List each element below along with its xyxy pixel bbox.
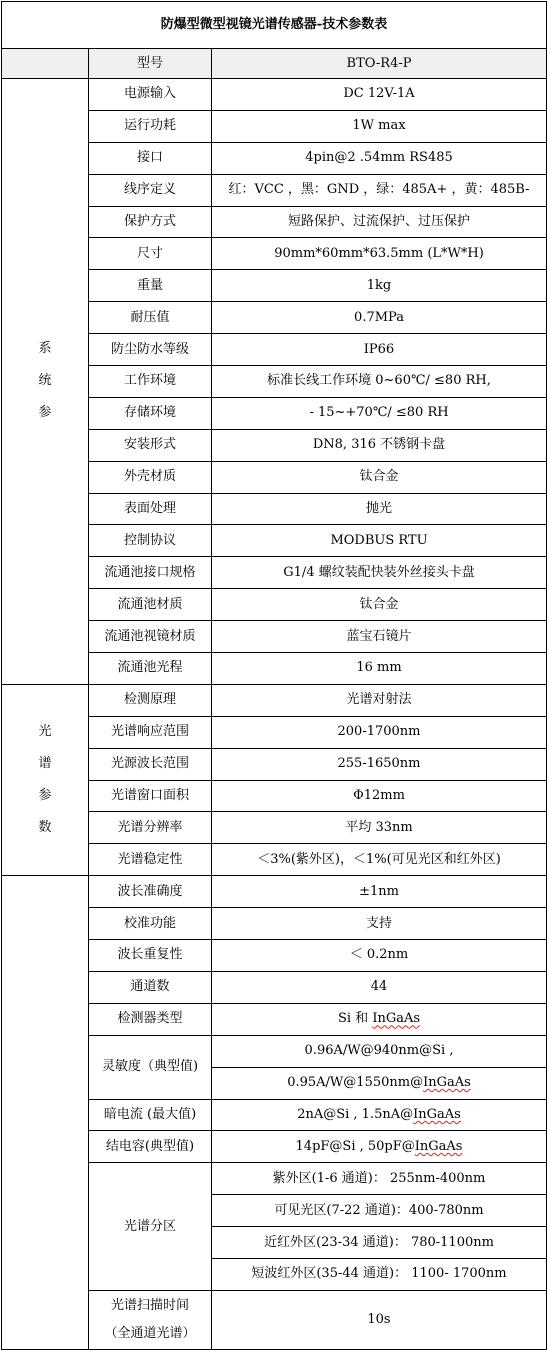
value-underlined-text: InGaAs <box>413 1106 461 1122</box>
scan-time-label-line2: （全通道光谱） <box>104 1325 196 1341</box>
table-row <box>2 684 547 716</box>
category-char: 谱 <box>38 756 52 772</box>
param-value: 255-1650nm <box>212 748 547 780</box>
value-underlined-text: InGaAs <box>414 1138 463 1154</box>
param-value: DC 12V-1A <box>212 79 547 111</box>
param-label: 暗电流 (最大值) <box>89 1099 212 1131</box>
param-value: 支持 <box>212 908 547 940</box>
param-value: 抛光 <box>212 493 547 525</box>
scan-time-value: 10s <box>212 1290 547 1349</box>
table-title: 防爆型微型视镜光谱传感器-技术参数表 <box>2 2 547 49</box>
category-char: 系 <box>38 341 52 357</box>
scan-time-label-line1: 光谱扫描时间 <box>110 1297 189 1313</box>
param-label: 检测器类型 <box>89 1003 212 1035</box>
param-value: G1/4 螺纹装配快装外丝接头卡盘 <box>212 557 547 589</box>
param-label: 接口 <box>89 142 212 174</box>
category-detector <box>2 876 89 1350</box>
zone-value: 可见光区(7-22 通道)：400-780nm <box>212 1195 547 1227</box>
param-label: 表面处理 <box>89 493 212 525</box>
param-value: 0.96A/W@940nm@Si , <box>212 1035 547 1067</box>
param-label: 外壳材质 <box>89 461 212 493</box>
model-label: 型号 <box>89 49 212 79</box>
param-label: 耐压值 <box>89 302 212 334</box>
value-text: 14pF@Si , 50pF@ <box>295 1138 415 1154</box>
category-spectral <box>2 684 89 875</box>
param-value: 4pin@2 .54mm RS485 <box>212 142 547 174</box>
zone-value: 短波红外区(35-44 通道)： 1100- 1700nm <box>212 1258 547 1290</box>
param-value: Φ12mm <box>212 780 547 812</box>
zone-value: 紫外区(1-6 通道)： 255nm-400nm <box>212 1163 547 1195</box>
param-value: MODBUS RTU <box>212 525 547 557</box>
value-text: 2nA@Si , 1.5nA@ <box>297 1106 414 1122</box>
param-label: 电源输入 <box>89 79 212 111</box>
param-value: ±1nm <box>212 876 547 908</box>
param-label: 运行功耗 <box>89 110 212 142</box>
value-underlined-text: InGaAs <box>372 1011 421 1027</box>
param-value: 0.7MPa <box>212 302 547 334</box>
param-value: ＜3%(紫外区)，＜1%(可见光区和红外区) <box>212 844 547 876</box>
param-label: 安装形式 <box>89 429 212 461</box>
param-label: 通道数 <box>89 971 212 1003</box>
param-label: 工作环境 <box>89 366 212 398</box>
param-label: 保护方式 <box>89 206 212 238</box>
param-label: 流通池光程 <box>89 653 212 685</box>
param-value: 钛合金 <box>212 589 547 621</box>
param-value: 200-1700nm <box>212 716 547 748</box>
param-value: 蓝宝石镜片 <box>212 621 547 653</box>
zone-value: 近红外区(23-34 通道)： 780-1100nm <box>212 1227 547 1259</box>
value-text: 0.95A/W@1550nm@ <box>287 1075 424 1091</box>
category-char: 参 <box>38 405 52 421</box>
param-label: 光谱稳定性 <box>89 844 212 876</box>
param-label: 光谱窗口面积 <box>89 780 212 812</box>
table-row <box>2 876 547 908</box>
param-label: 光谱分区 <box>89 1163 212 1291</box>
param-value <box>212 1131 547 1163</box>
param-label: 线序定义 <box>89 174 212 206</box>
param-label: 尺寸 <box>89 238 212 270</box>
param-label: 检测原理 <box>89 684 212 716</box>
category-char: 参 <box>38 788 52 804</box>
param-value: ＜ 0.2nm <box>212 940 547 972</box>
param-label: 光谱响应范围 <box>89 716 212 748</box>
param-label: 波长准确度 <box>89 876 212 908</box>
param-label: 存储环境 <box>89 397 212 429</box>
value-text: Si 和 <box>337 1011 373 1027</box>
table-row <box>2 79 547 111</box>
param-label: 灵敏度（典型值) <box>89 1035 212 1099</box>
param-value <box>212 1099 547 1131</box>
param-value: - 15~+70℃/ ≤80 RH <box>212 397 547 429</box>
param-value <box>212 1067 547 1099</box>
category-char: 统 <box>38 373 52 389</box>
param-label: 波长重复性 <box>89 940 212 972</box>
scan-time-label <box>89 1290 212 1349</box>
param-value: 红：VCC ，黑：GND ，绿：485A+ ，黄：485B- <box>212 174 547 206</box>
param-value: 44 <box>212 971 547 1003</box>
param-label: 流通池视镜材质 <box>89 621 212 653</box>
value-underlined-text: InGaAs <box>423 1075 471 1091</box>
param-label: 控制协议 <box>89 525 212 557</box>
param-value: 钛合金 <box>212 461 547 493</box>
param-label: 光谱分辨率 <box>89 812 212 844</box>
param-value: 1kg <box>212 270 547 302</box>
param-value: 光谱对射法 <box>212 684 547 716</box>
param-label: 校准功能 <box>89 908 212 940</box>
param-label: 防尘防水等级 <box>89 334 212 366</box>
param-value: 平均 33nm <box>212 812 547 844</box>
param-value: 16 mm <box>212 653 547 685</box>
param-value: 短路保护、过流保护、过压保护 <box>212 206 547 238</box>
param-label: 结电容(典型值) <box>89 1131 212 1163</box>
model-value: BTO-R4-P <box>212 49 547 79</box>
param-value: DN8, 316 不锈钢卡盘 <box>212 429 547 461</box>
param-label: 流通池接口规格 <box>89 557 212 589</box>
param-label: 光源波长范围 <box>89 748 212 780</box>
param-label: 流通池材质 <box>89 589 212 621</box>
header-blank <box>2 49 89 79</box>
param-value: 标准长线工作环境 0~60℃/ ≤80 RH, <box>212 366 547 398</box>
category-system <box>2 79 89 685</box>
param-value: 1W max <box>212 110 547 142</box>
param-value: 90mm*60mm*63.5mm (L*W*H) <box>212 238 547 270</box>
param-value <box>212 1003 547 1035</box>
param-value: IP66 <box>212 334 547 366</box>
spec-table <box>1 1 547 1350</box>
category-char: 数 <box>38 820 52 836</box>
param-label: 重量 <box>89 270 212 302</box>
category-char: 光 <box>38 724 52 740</box>
